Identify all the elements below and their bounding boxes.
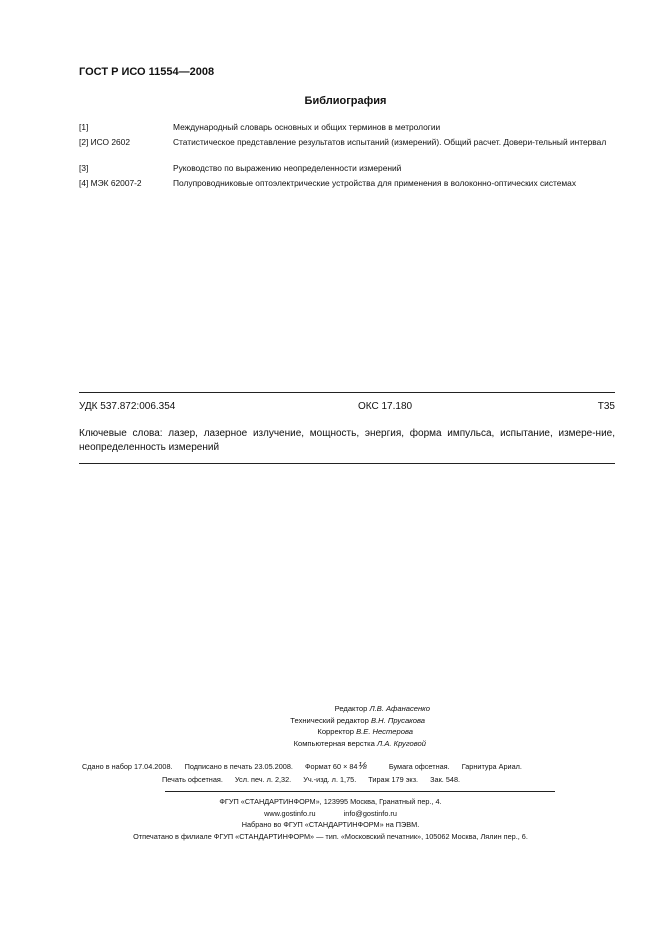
bibliography-item	[79, 163, 615, 175]
reference-number: [2] ИСО 2602	[79, 137, 130, 147]
credit-name: Л.А. Круговой	[377, 738, 426, 748]
reference-number: [3]	[79, 163, 89, 173]
bibliography-item	[79, 137, 615, 161]
credit-name: В.Е. Нестерова	[356, 727, 413, 736]
credit-line	[200, 703, 500, 715]
credit-line	[200, 738, 500, 750]
print-method: Печать офсетная.	[162, 775, 223, 784]
credits	[200, 703, 500, 749]
bibliography-title: Библиография	[304, 95, 387, 107]
reference-number: [4] МЭК 62007-2	[79, 178, 142, 188]
udk-code: УДК 537.872:006.354	[79, 401, 176, 412]
reference-text: Полупроводниковые оптоэлектрические устройства для применения в волоконно-оптических системах	[173, 178, 577, 188]
keywords: Ключевые слова: лазер, лазерное излучение, мощность, энергия, форма импульса, испытание, измере-ние, неопределенность измерений	[79, 428, 615, 453]
credit-role: Компьютерная верстка	[293, 738, 375, 748]
divider	[165, 791, 555, 792]
credit-role: Технический редактор	[290, 715, 369, 725]
typeset-note: Набрано во ФГУП «СТАНДАРТИНФОРМ» на ПЭВМ.	[241, 820, 420, 829]
reference-number: [1]	[79, 122, 89, 132]
oks-code: ОКС 17.180	[358, 401, 413, 412]
publishing-sheets: Уч.-изд. л. 1,75.	[303, 775, 357, 784]
document-header: ГОСТ Р ИСО 11554—2008	[79, 66, 215, 78]
paper-type: Бумага офсетная.	[388, 762, 450, 771]
credit-name: Л.В. Афанасенко	[369, 704, 430, 713]
credit-role: Корректор	[317, 727, 354, 736]
divider	[79, 463, 615, 464]
production-line-2	[162, 775, 460, 784]
typeface: Гарнитура Ариал.	[461, 762, 522, 771]
conventional-sheets: Усл. печ. л. 2,32.	[234, 775, 292, 784]
publisher-contacts	[0, 808, 661, 820]
publisher-info	[0, 796, 661, 842]
format-fraction: ⅛	[358, 761, 367, 772]
order-number: Зак. 548.	[430, 775, 461, 784]
print-signed-date: Подписано в печать 23.05.2008.	[184, 762, 293, 771]
reference-text: Руководство по выражению неопределенности измерений	[173, 163, 402, 173]
classification-code: Т35	[597, 401, 615, 412]
classification-row	[79, 401, 615, 415]
print-run: Тираж 179 экз.	[368, 775, 419, 784]
bibliography-item	[79, 122, 615, 134]
credit-line	[200, 726, 500, 738]
production-line-1	[82, 761, 522, 772]
reference-text: Международный словарь основных и общих терминов в метрологии	[173, 122, 441, 132]
credit-line	[200, 715, 500, 727]
printing-note: Отпечатано в филиале ФГУП «СТАНДАРТИНФОРМ» — тип. «Московский печатник», 105062 Москва, Лялин пер., 6.	[133, 831, 528, 841]
typeset-date: Сдано в набор 17.04.2008.	[82, 762, 173, 771]
paper-format: Формат 60 × 84⅛	[304, 761, 367, 772]
credit-role: Редактор	[334, 704, 368, 713]
bibliography-item	[79, 178, 615, 202]
credit-name: В.Н. Прусакова	[371, 715, 425, 725]
publisher-email[interactable]: info@gostinfo.ru	[343, 808, 397, 818]
divider	[79, 392, 615, 393]
publisher-website[interactable]: www.gostinfo.ru	[264, 808, 316, 818]
publisher-address: ФГУП «СТАНДАРТИНФОРМ», 123995 Москва, Гранатный пер., 4.	[219, 797, 442, 806]
reference-text: Статистическое представление результатов испытаний (измерений). Общий расчет. Довери-тельный интервал	[173, 137, 607, 147]
